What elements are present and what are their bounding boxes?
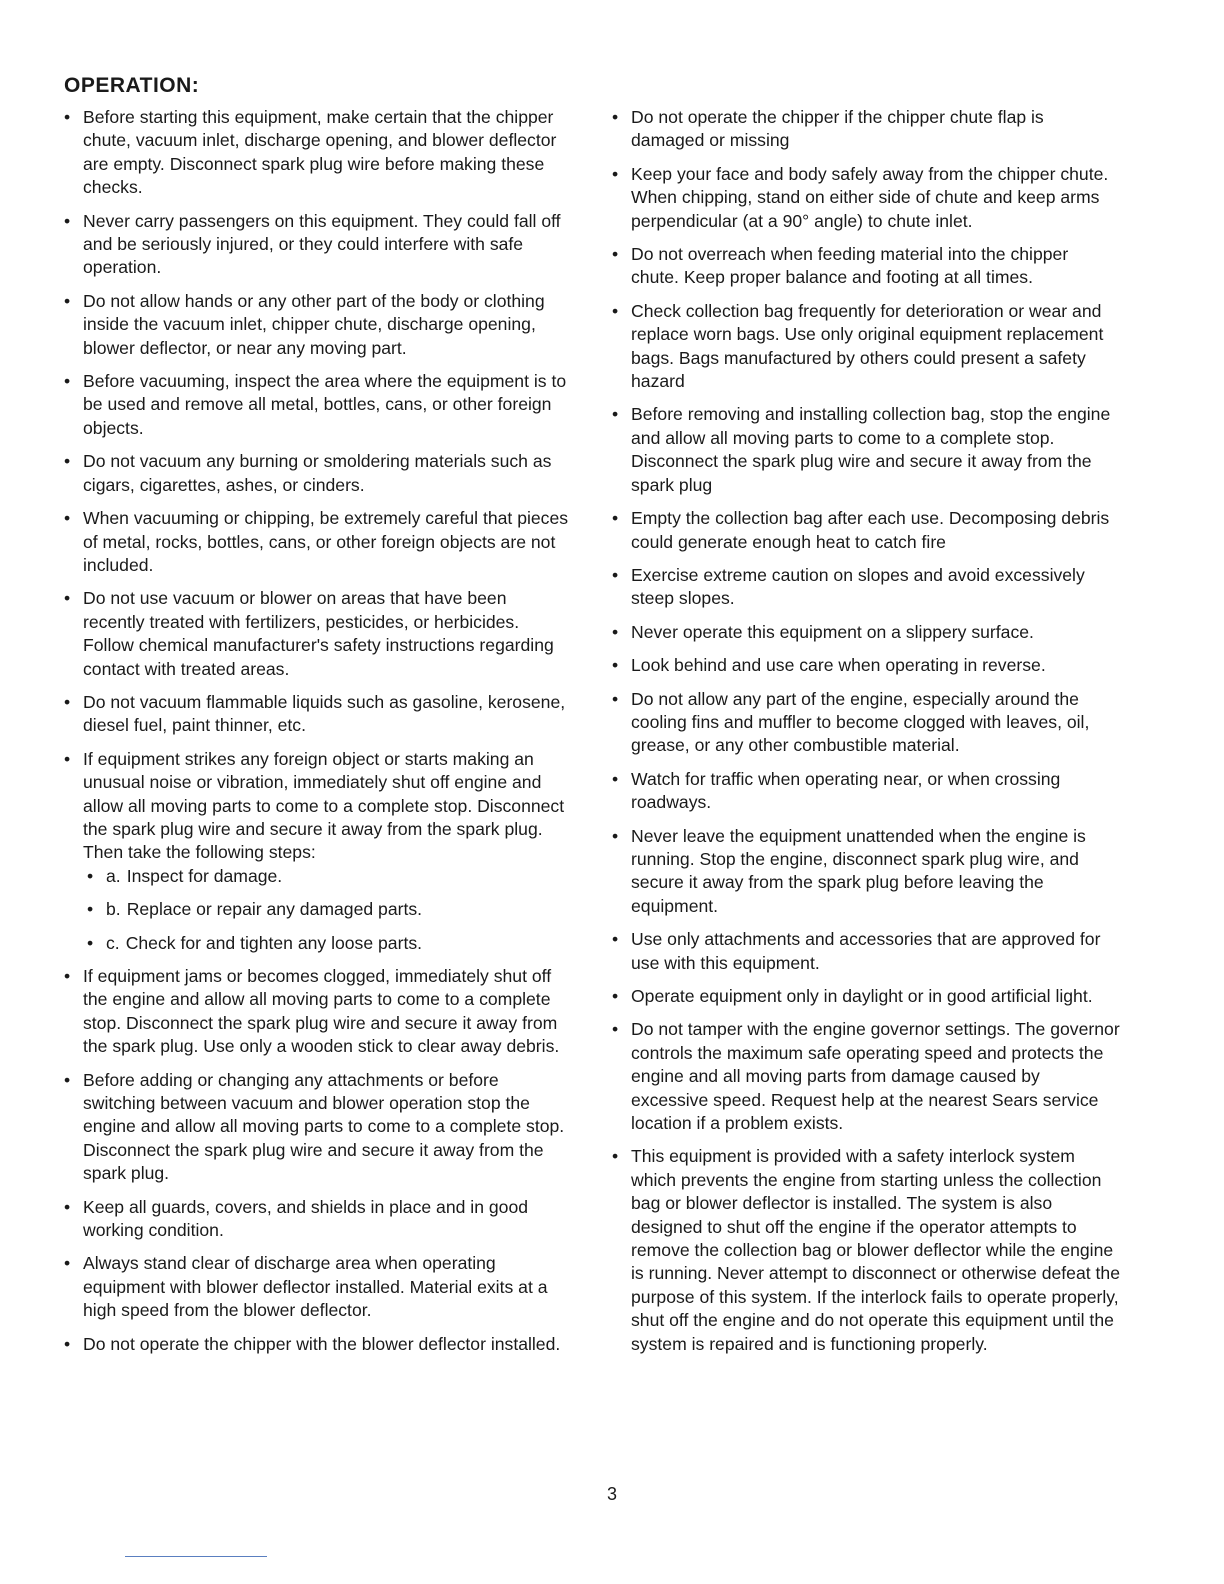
bullet-item: • Never operate this equipment on a slippery surface.: [610, 621, 1120, 644]
bullet-item: • Do not operate the chipper with the blower deflector installed.: [62, 1333, 572, 1356]
steps-list: [83, 865, 572, 955]
step-text: Inspect for damage.: [126, 865, 283, 886]
bullet-item: • Do not vacuum any burning or smoldering materials such as cigars, cigarettes, ashes, or cinders.: [62, 450, 572, 497]
bullet-item: • When vacuuming or chipping, be extremely careful that pieces of metal, rocks, bottles, cans, or other foreign objects are not included.: [62, 507, 572, 577]
bullet-item: • Keep all guards, covers, and shields in place and in good working condition.: [62, 1196, 572, 1243]
bullet-item: • If equipment jams or becomes clogged, immediately shut off the engine and allow all moving parts to come to a complete stop. Disconnect the spark plug wire and secure it away from the spark plug. Use only a wooden stick to clear away debris.: [62, 965, 572, 1059]
left-bullet-list: [62, 106, 572, 1356]
bullet-item: • Do not use vacuum or blower on areas that have been recently treated with fertilizers, pesticides, or herbicides. Follow chemical manufacturer's safety instructions regarding contact with treated areas.: [62, 587, 572, 681]
left-column: [62, 106, 572, 1366]
bottom-rule: [125, 1556, 267, 1557]
bullet-item: • Look behind and use care when operating in reverse.: [610, 654, 1120, 677]
bullet-item: • Never carry passengers on this equipment. They could fall off and be seriously injured, or they could interfere with safe operation.: [62, 210, 572, 280]
bullet-item: • Do not overreach when feeding material into the chipper chute. Keep proper balance and footing at all times.: [610, 243, 1120, 290]
bullet-item: • Watch for traffic when operating near, or when crossing roadways.: [610, 768, 1120, 815]
step-item: [85, 898, 572, 921]
bullet-item: • Always stand clear of discharge area when operating equipment with blower deflector installed. Material exits at a high speed from the blower deflector.: [62, 1252, 572, 1322]
bullet-item: • Do not operate the chipper if the chipper chute flap is damaged or missing: [610, 106, 1120, 153]
bullet-item: • Empty the collection bag after each use. Decomposing debris could generate enough heat to catch fire: [610, 507, 1120, 554]
bullet-item: • Exercise extreme caution on slopes and avoid excessively steep slopes.: [610, 564, 1120, 611]
step-item: [85, 932, 572, 955]
bullet-item: • Never leave the equipment unattended when the engine is running. Stop the engine, disconnect spark plug wire, and secure it away from the spark plug before leaving the equipment.: [610, 825, 1120, 919]
step-letter: b.: [106, 899, 121, 920]
section-heading: OPERATION:: [64, 74, 200, 97]
bullet-item-with-steps: [62, 748, 572, 955]
bullet-item: • Do not vacuum flammable liquids such as gasoline, kerosene, diesel fuel, paint thinner, etc.: [62, 691, 572, 738]
bullet-text: If equipment strikes any foreign object or starts making an unusual noise or vibration, immediately shut off engine and allow all moving parts to come to a complete stop. Disconnect the spark plug wire and secure it away from the spark plug. Then take the following steps:: [83, 748, 565, 863]
bullet-item: • Do not tamper with the engine governor settings. The governor controls the maximum safe operating speed and protects the engine and all moving parts from damage caused by excessive speed. Request help at the nearest Sears service location if a problem exists.: [610, 1018, 1120, 1135]
step-text: Check for and tighten any loose parts.: [125, 932, 423, 953]
bullet-item: • Operate equipment only in daylight or in good artificial light.: [610, 985, 1120, 1008]
right-column: [610, 106, 1120, 1366]
bullet-item: • Do not allow any part of the engine, especially around the cooling fins and muffler to become clogged with leaves, oil, grease, or any other combustible material.: [610, 688, 1120, 758]
bullet-item: • Before adding or changing any attachments or before switching between vacuum and blower operation stop the engine and allow all moving parts to come to a complete stop. Disconnect the spark plug wire and secure it away from the spark plug.: [62, 1069, 572, 1186]
step-letter: a.: [106, 865, 121, 886]
bullet-item: • Use only attachments and accessories that are approved for use with this equipment.: [610, 928, 1120, 975]
page-number: 3: [606, 1484, 617, 1504]
bullet-item: • Before vacuuming, inspect the area where the equipment is to be used and remove all metal, bottles, cans, or other foreign objects.: [62, 370, 572, 440]
step-item: [85, 865, 572, 888]
right-bullet-list: [610, 106, 1120, 1356]
bullet-item: • Before starting this equipment, make certain that the chipper chute, vacuum inlet, discharge opening, and blower deflector are empty. Disconnect spark plug wire before making these checks.: [62, 106, 572, 200]
bullet-item: • Do not allow hands or any other part of the body or clothing inside the vacuum inlet, chipper chute, discharge opening, blower deflector, or near any moving part.: [62, 290, 572, 360]
bullet-item: • Before removing and installing collection bag, stop the engine and allow all moving parts to come to a complete stop. Disconnect the spark plug wire and secure it away from the spark plug: [610, 403, 1120, 497]
bullet-item: • This equipment is provided with a safety interlock system which prevents the engine from starting unless the collection bag or blower deflector is installed. The system is also designed to shut off the engine if the operator attempts to remove the collection bag or blower deflector while the engine is running. Never attempt to disconnect or otherwise defeat the purpose of this system. If the interlock fails to operate properly, shut off the engine and do not operate this equipment until the system is repaired and is functioning properly.: [610, 1145, 1120, 1356]
bullet-item: • Keep your face and body safely away from the chipper chute. When chipping, stand on either side of chute and keep arms perpendicular (at a 90° angle) to chute inlet.: [610, 163, 1120, 233]
step-text: Replace or repair any damaged parts.: [126, 899, 423, 920]
bullet-item: • Check collection bag frequently for deterioration or wear and replace worn bags. Use only original equipment replacement bags. Bags manufactured by others could present a safety hazard: [610, 300, 1120, 394]
step-letter: c.: [106, 932, 120, 953]
